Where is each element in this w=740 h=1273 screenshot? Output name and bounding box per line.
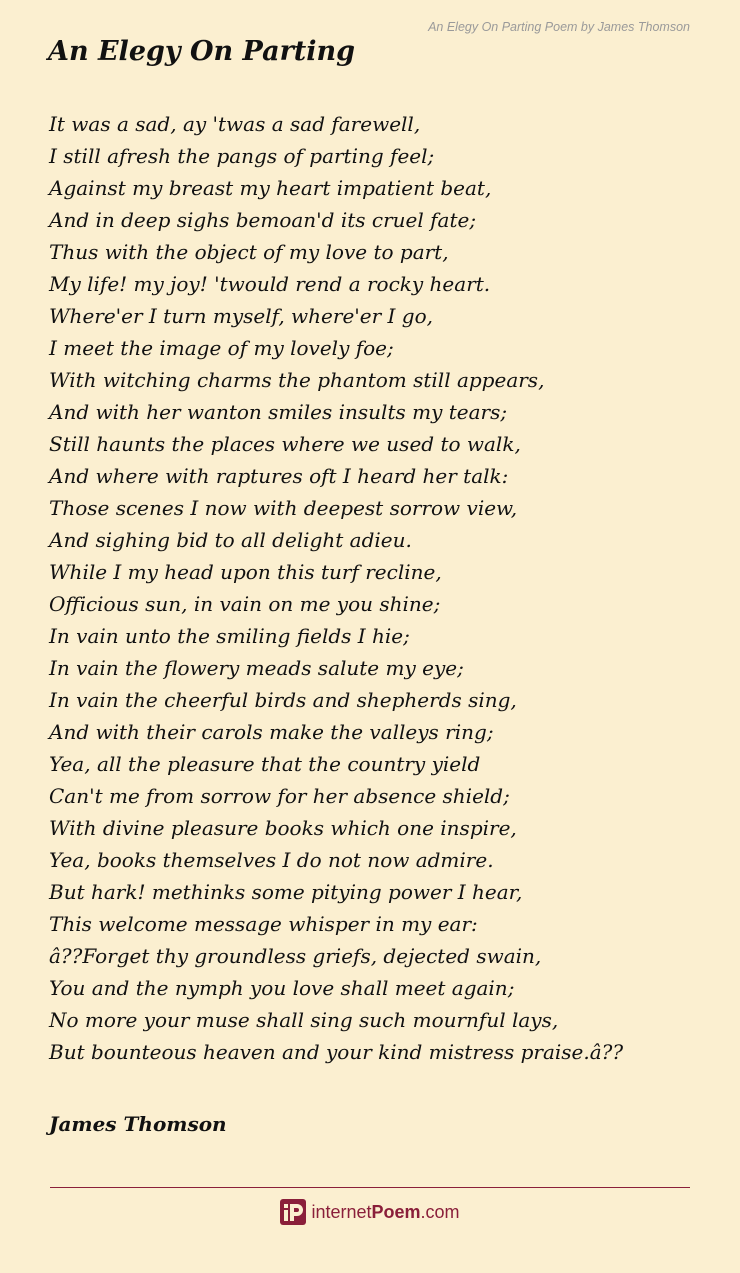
header-caption: An Elegy On Parting Poem by James Thomson [428,20,690,34]
brand-suffix: .com [420,1201,460,1222]
footer-divider [50,1187,690,1188]
poem-line: And in deep sighs bemoan'd its cruel fate; [49,208,477,232]
poem-line: Thus with the object of my love to part, [49,240,449,264]
poem-line: â??Forget thy groundless griefs, dejected swain, [49,944,542,968]
poem-author: James Thomson [49,1112,227,1136]
poem-line: But bounteous heaven and your kind mistress praise.â?? [49,1040,624,1064]
poem-line: Officious sun, in vain on me you shine; [49,592,441,616]
poem-line: With divine pleasure books which one inspire, [49,816,517,840]
poem-line: This welcome message whisper in my ear: [49,912,478,936]
poem-line: Still haunts the places where we used to walk, [49,432,521,456]
brand-prefix: internet [311,1201,372,1222]
poem-line: And with her wanton smiles insults my tears; [49,400,508,424]
poem-line: It was a sad, ay 'twas a sad farewell, [49,112,421,136]
poem-line: You and the nymph you love shall meet again; [49,976,515,1000]
poem-title: An Elegy On Parting [48,36,356,67]
poem-line: In vain unto the smiling fields I hie; [49,624,410,648]
poem-line: No more your muse shall sing such mournful lays, [49,1008,559,1032]
poem-line: And sighing bid to all delight adieu. [49,528,412,552]
poem-line: And where with raptures oft I heard her talk: [49,464,509,488]
poem-line: While I my head upon this turf recline, [49,560,442,584]
poem-body [49,108,623,1068]
poem-line: Can't me from sorrow for her absence shield; [49,784,510,808]
poem-line: With witching charms the phantom still appears, [49,368,545,392]
footer-brand-link[interactable] [0,1199,740,1225]
internetpoem-logo-icon [280,1199,306,1225]
poem-line: Where'er I turn myself, where'er I go, [49,304,434,328]
brand-strong: Poem [371,1201,421,1222]
poem-line: Against my breast my heart impatient beat, [49,176,492,200]
poem-line: My life! my joy! 'twould rend a rocky heart. [49,272,491,296]
poem-line: Yea, all the pleasure that the country yield [49,752,481,776]
poem-line: In vain the cheerful birds and shepherds sing, [49,688,517,712]
poem-line: I still afresh the pangs of parting feel; [49,144,435,168]
brand-wordmark [311,1202,459,1223]
poem-line: And with their carols make the valleys ring; [49,720,494,744]
poem-line: Yea, books themselves I do not now admire. [49,848,494,872]
poem-line: Those scenes I now with deepest sorrow view, [49,496,518,520]
poem-line: But hark! methinks some pitying power I hear, [49,880,523,904]
poem-line: In vain the flowery meads salute my eye; [49,656,464,680]
poem-line: I meet the image of my lovely foe; [49,336,394,360]
